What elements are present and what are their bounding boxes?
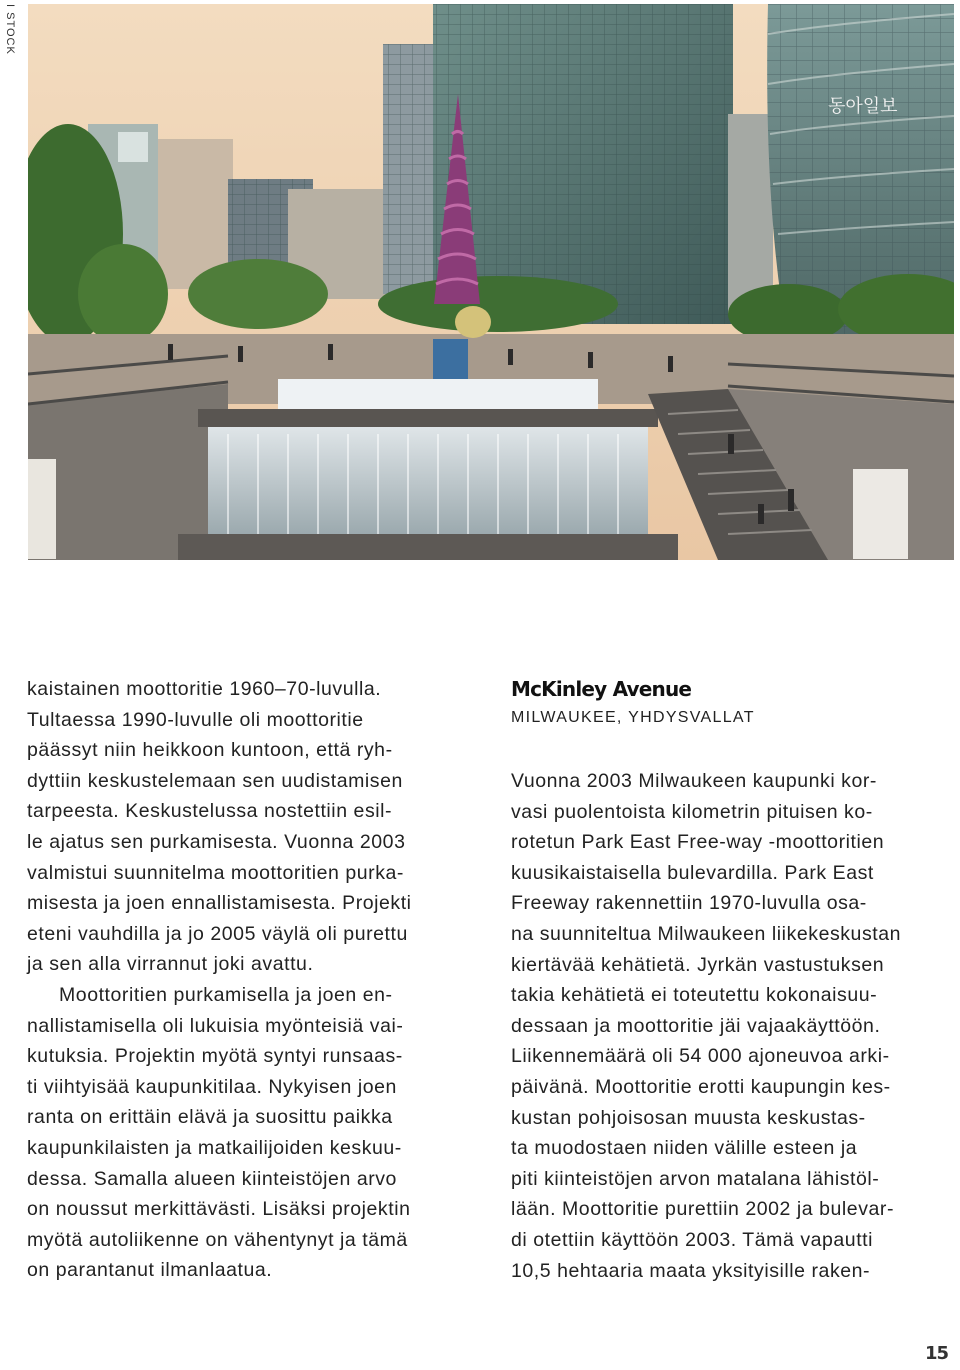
banner-left (28, 459, 56, 559)
building-sign: 동아일보 (828, 96, 898, 117)
left-paragraph-2: Moottoritien purkamisella ja joen en- nallistamisella oli lukuisia myönteisiä vai- kutuksia. Projektin myötä syntyi runsaas- ti viihtyisää kaupunkitilaa. Nykyisen joen ranta on erittäin elävä ja suosittu paikka kaupunkilaisten ja matkailijoiden keskuu- dessa. Samalla alueen kiinteistöjen arvo on noussut merkittävästi. Lisäksi projektin myötä autoliikenne on vähentynyt ja tämä on parantanut ilmanlaatua. (27, 983, 411, 1282)
banner-right (853, 469, 908, 559)
fountain-jets (278, 379, 598, 409)
photo-credit: I STOCK (4, 4, 16, 55)
building-right-small (728, 114, 773, 314)
page-number: 15 (924, 1343, 948, 1364)
left-paragraph-1: kaistainen moottoritie 1960–70-luvulla. Tultaessa 1990-luvulle oli moottoritie päässyt niin heikkoon kuntoon, että ryh- dyttiin keskustelemaan sen uudistamisen tarpeesta. Keskustelussa nostettiin esil- le ajatus sen purkamisesta. Vuonna 2003 valmistui suunnitelma moottoritien purka- misesta ja joen ennallistamisesta. Projekti eteni vauhdilla ja jo 2005 väylä oli purettu ja sen alla virrannut joki avattu. (27, 678, 412, 976)
section-heading: McKinley Avenue (511, 677, 692, 701)
section-subheading: MILWAUKEE, YHDYSVALLAT (511, 709, 755, 726)
right-text-column (511, 674, 951, 1286)
left-text-column (27, 674, 467, 1286)
right-paragraph: Vuonna 2003 Milwaukeen kaupunki kor- vasi puolentoista kilometrin pituisen ko- rotetun Park East Free-way -moottoritien kuusikaistaisella bulevardilla. Park East Freeway rakennettiin 1970-luvulla osa- na suunniteltua Milwaukeen liikekeskustan kiertävää kehätietä. Jyrkän vastustuksen takia kehätietä ei toteutettu kokonaisuu- dessaan ja moottoritie jäi vajaakäyttöön. Liikennemäärä oli 54 000 ajoneuvoa arki- päivänä. Moottoritie erotti kaupungin kes- kustan pohjoisosan muusta keskustas- ta muodostaen niiden välille esteen ja piti kiinteistöjen arvon matalana lähistöl- lään. Moottoritie purettiin 2002 ja bulevar- di otettiin käyttöön 2003. Tämä vapautti 10,5 hehtaaria maata yksityisille raken- (511, 770, 902, 1282)
city-river-photo (28, 4, 954, 560)
waterfall (208, 427, 648, 537)
river-stones (178, 534, 678, 560)
sculpture-shell (455, 306, 491, 338)
info-kiosk (433, 339, 468, 384)
tree-row (188, 259, 328, 329)
